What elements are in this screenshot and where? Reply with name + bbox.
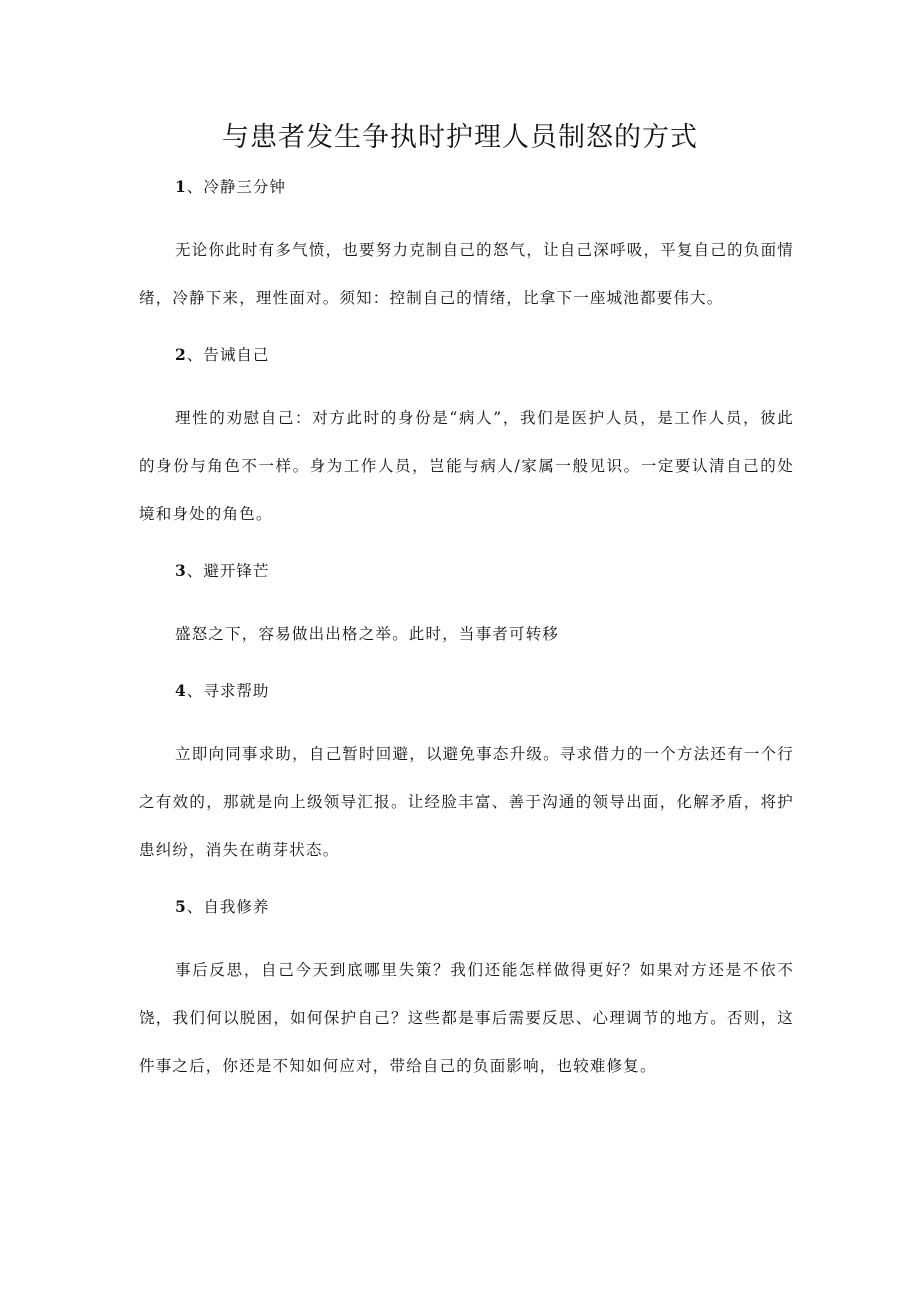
section-heading: 4、寻求帮助: [175, 681, 270, 700]
document-body: [139, 174, 794, 1090]
section-paragraph: 盛怒之下，容易做出出格之举。此时，当事者可转移: [175, 625, 560, 643]
section-paragraph: 事后反思，自己今天到底哪里失策？我们还能怎样做得更好？如果对方还是不依不饶，我们何以脱困，如何保护自己？这些都是事后需要反思、心理调节的地方。否则，这件事之后，你还是不知如何应对，带给自己的负面影响，也较难修复。: [139, 961, 794, 1075]
document-title: 与患者发生争执时护理人员制怒的方式: [222, 122, 698, 153]
section-paragraph: 无论你此时有多气愤，也要努力克制自己的怒气，让自己深呼吸，平复自己的负面情绪，冷静下来，理性面对。须知：控制自己的情绪，比拿下一座城池都要伟大。: [139, 241, 794, 307]
section-3: [139, 558, 794, 678]
section-number: 5: [175, 897, 187, 916]
section-number: 1: [175, 177, 187, 196]
section-number: 3: [175, 561, 187, 580]
section-paragraph: 理性的劝慰自己：对方此时的身份是“病人”，我们是医护人员，是工作人员，彼此的身份与角色不一样。身为工作人员，岂能与病人/家属一般见识。一定要认清自己的处境和身处的角色。: [139, 409, 794, 523]
section-number: 4: [175, 681, 187, 700]
section-heading: 2、告诫自己: [175, 345, 270, 364]
section-2: [139, 342, 794, 558]
section-heading: 3、避开锋芒: [175, 561, 270, 580]
section-5: [139, 894, 794, 1090]
section-4: [139, 678, 794, 894]
section-heading: 5、自我修养: [175, 897, 270, 916]
section-number: 2: [175, 345, 187, 364]
section-heading: 1、冷静三分钟: [175, 177, 286, 196]
section-title: 寻求帮助: [203, 682, 270, 700]
section-title: 冷静三分钟: [203, 178, 286, 196]
section-1: [139, 174, 794, 342]
section-title: 避开锋芒: [203, 562, 270, 580]
section-paragraph: 立即向同事求助，自己暂时回避，以避免事态升级。寻求借力的一个方法还有一个行之有效的，那就是向上级领导汇报。让经脸丰富、善于沟通的领导出面，化解矛盾，将护患纠纷，消失在萌芽状态。: [139, 745, 794, 859]
section-title: 告诫自己: [203, 346, 270, 364]
section-title: 自我修养: [203, 898, 270, 916]
